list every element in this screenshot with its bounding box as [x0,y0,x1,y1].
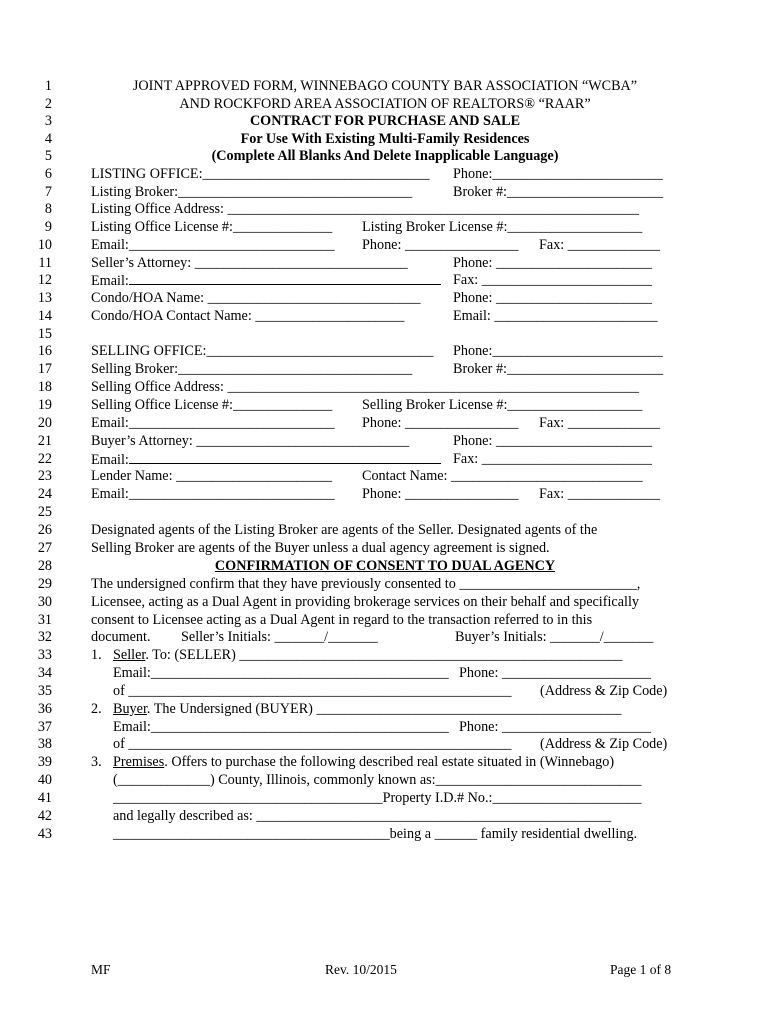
line-number: 1 [44,78,52,94]
selling-phone-field[interactable]: Phone: ________________ [362,415,519,431]
line-number: 42 [37,808,52,824]
condo-hoa-email-field[interactable]: Email: _______________________ [453,308,658,324]
buyer-address-label: (Address & Zip Code) [540,736,668,752]
line-number: 29 [37,576,52,592]
dual-agency-heading: CONFIRMATION OF CONSENT TO DUAL AGENCY [214,558,556,574]
line-number: 6 [44,166,52,182]
section-3-number: 3. [91,754,102,770]
county-field[interactable]: (_____________) County, Illinois, commonly known as:_____________________________ [113,772,642,788]
line-number: 41 [37,790,52,806]
line-number: 31 [37,612,52,628]
section-1-label: Seller [113,647,146,663]
line-number: 43 [37,826,52,842]
line-number: 35 [37,683,52,699]
condo-hoa-phone-field[interactable]: Phone: ______________________ [453,290,653,306]
section-3-label: Premises [113,754,165,770]
selling-office-license-field[interactable]: Selling Office License #:______________ [91,397,333,413]
selling-broker-license-field[interactable]: Selling Broker License #:___________________ [362,397,643,413]
line-number: 34 [37,665,52,681]
seller-email-field[interactable]: Email:__________________________________________ [113,665,449,681]
footer-revision: Rev. 10/2015 [325,962,397,977]
section-2-number: 2. [91,701,102,717]
line-number: 20 [37,415,52,431]
listing-office-phone-field[interactable]: Phone:________________________ [453,166,663,182]
line-number: 10 [37,237,52,253]
listing-office-field[interactable]: LISTING OFFICE:________________________________ [91,166,430,182]
line-number: 17 [37,361,52,377]
listing-office-license-field[interactable]: Listing Office License #:______________ [91,219,333,235]
line-number: 38 [37,736,52,752]
title-line-1: JOINT APPROVED FORM, WINNEBAGO COUNTY BAR ASSOCIATION “WCBA” [132,78,638,94]
line-number: 2 [44,96,52,112]
seller-attorney-email-field[interactable]: Email: [91,271,441,290]
dual-agency-text-line-4: document. [91,629,151,645]
line-number: 8 [44,201,52,217]
listing-phone-field[interactable]: Phone: ________________ [362,237,519,253]
selling-broker-number-field[interactable]: Broker #:______________________ [453,361,664,377]
agency-paragraph-line-1: Designated agents of the Listing Broker are agents of the Seller. Designated agents of the [91,522,598,538]
listing-broker-license-field[interactable]: Listing Broker License #:___________________ [362,219,643,235]
lender-name-field[interactable]: Lender Name: ______________________ [91,468,333,484]
line-number: 16 [37,343,52,359]
lender-fax-field[interactable]: Fax: _____________ [539,486,660,502]
line-number: 39 [37,754,52,770]
buyer-field[interactable]: Buyer. The Undersigned (BUYER) ___________________________________________ [113,701,622,717]
seller-address-field[interactable]: of ______________________________________________________ [113,683,512,699]
agency-paragraph-line-2: Selling Broker are agents of the Buyer unless a dual agency agreement is signed. [91,540,550,556]
seller-phone-field[interactable]: Phone: _____________________ [459,665,651,681]
selling-fax-field[interactable]: Fax: _____________ [539,415,660,431]
line-number: 13 [37,290,52,306]
listing-office-address-field[interactable]: Listing Office Address: __________________________________________________________ [91,201,639,217]
line-number: 4 [44,131,52,147]
seller-attorney-fax-field[interactable]: Fax: ________________________ [453,272,653,288]
line-number: 5 [44,148,52,164]
line-number: 18 [37,379,52,395]
listing-fax-field[interactable]: Fax: _____________ [539,237,660,253]
selling-office-field[interactable]: SELLING OFFICE:________________________________ [91,343,434,359]
line-number: 37 [37,719,52,735]
line-number: 14 [37,308,52,324]
title-line-2: AND ROCKFORD AREA ASSOCIATION OF REALTORS® “RAAR” [179,96,591,112]
premises-text: Premises. Offers to purchase the following described real estate situated in (Winnebago) [113,754,615,770]
condo-hoa-name-field[interactable]: Condo/HOA Name: ______________________________ [91,290,421,306]
buyer-attorney-email-field[interactable]: Email: [91,450,441,469]
section-1-number: 1. [91,647,102,663]
dual-agency-text-line-2: Licensee, acting as a Dual Agent in providing brokerage services on their behalf and specifically [91,594,639,610]
form-subtitle: For Use With Existing Multi-Family Residences [240,131,530,147]
condo-hoa-contact-field[interactable]: Condo/HOA Contact Name: _____________________ [91,308,405,324]
line-number: 40 [37,772,52,788]
buyer-email-field[interactable]: Email:__________________________________________ [113,719,449,735]
buyer-phone-field[interactable]: Phone: _____________________ [459,719,651,735]
line-number: 11 [38,255,52,271]
form-instruction: (Complete All Blanks And Delete Inapplicable Language) [211,148,559,164]
dual-agency-text-line-3: consent to Licensee acting as a Dual Agent in regard to the transaction referred to in this [91,612,593,628]
line-number: 26 [37,522,52,538]
line-number: 27 [37,540,52,556]
selling-office-phone-field[interactable]: Phone:________________________ [453,343,663,359]
line-number: 3 [44,113,52,129]
lender-contact-name-field[interactable]: Contact Name: ___________________________ [362,468,643,484]
seller-attorney-phone-field[interactable]: Phone: ______________________ [453,255,653,271]
line-number: 7 [44,184,52,200]
seller-attorney-field[interactable]: Seller’s Attorney: ______________________________ [91,255,408,271]
line-number: 32 [37,629,52,645]
line-number: 23 [37,468,52,484]
line-number: 12 [37,272,52,288]
buyer-attorney-field[interactable]: Buyer’s Attorney: ______________________________ [91,433,410,449]
buyer-attorney-phone-field[interactable]: Phone: ______________________ [453,433,653,449]
line-number: 24 [37,486,52,502]
buyer-address-field[interactable]: of ______________________________________________________ [113,736,512,752]
selling-broker-field[interactable]: Selling Broker:_________________________________ [91,361,413,377]
listing-broker-number-field[interactable]: Broker #:______________________ [453,184,664,200]
line-number: 36 [37,701,52,717]
listing-email-field[interactable]: Email:_____________________________ [91,237,335,253]
line-number: 25 [37,504,52,520]
footer-page-number: Page 1 of 8 [610,962,672,977]
contract-title: CONTRACT FOR PURCHASE AND SALE [249,113,521,129]
line-number: 9 [44,219,52,235]
lender-email-field[interactable]: Email:_____________________________ [91,486,335,502]
selling-email-field[interactable]: Email:_____________________________ [91,415,335,431]
line-number: 15 [37,326,52,342]
buyer-attorney-fax-field[interactable]: Fax: ________________________ [453,451,653,467]
line-number: 22 [37,451,52,467]
legal-description-field[interactable]: and legally described as: __________________________________________________ [113,808,612,824]
dwelling-type-field[interactable]: _______________________________________being a ______ family residential dwelling. [113,826,638,842]
seller-initials-field[interactable]: Seller’s Initials: _______/_______ [181,629,378,645]
seller-field[interactable]: Seller. To: (SELLER) ______________________________________________________ [113,647,623,663]
property-id-field[interactable]: ______________________________________Property I.D.# No.:_____________________ [113,790,642,806]
seller-address-label: (Address & Zip Code) [540,683,668,699]
footer-form-code: MF [91,962,111,977]
section-2-label: Buyer [113,701,147,717]
line-number: 28 [37,558,52,574]
line-number: 33 [37,647,52,663]
line-number: 30 [37,594,52,610]
lender-phone-field[interactable]: Phone: ________________ [362,486,519,502]
selling-office-address-field[interactable]: Selling Office Address: __________________________________________________________ [91,379,639,395]
buyer-initials-field[interactable]: Buyer’s Initials: _______/_______ [455,629,654,645]
listing-broker-field[interactable]: Listing Broker:_________________________________ [91,184,413,200]
line-number: 19 [37,397,52,413]
line-number: 21 [37,433,52,449]
dual-agency-licensee-field[interactable]: The undersigned confirm that they have previously consented to _________________________, [91,576,641,592]
